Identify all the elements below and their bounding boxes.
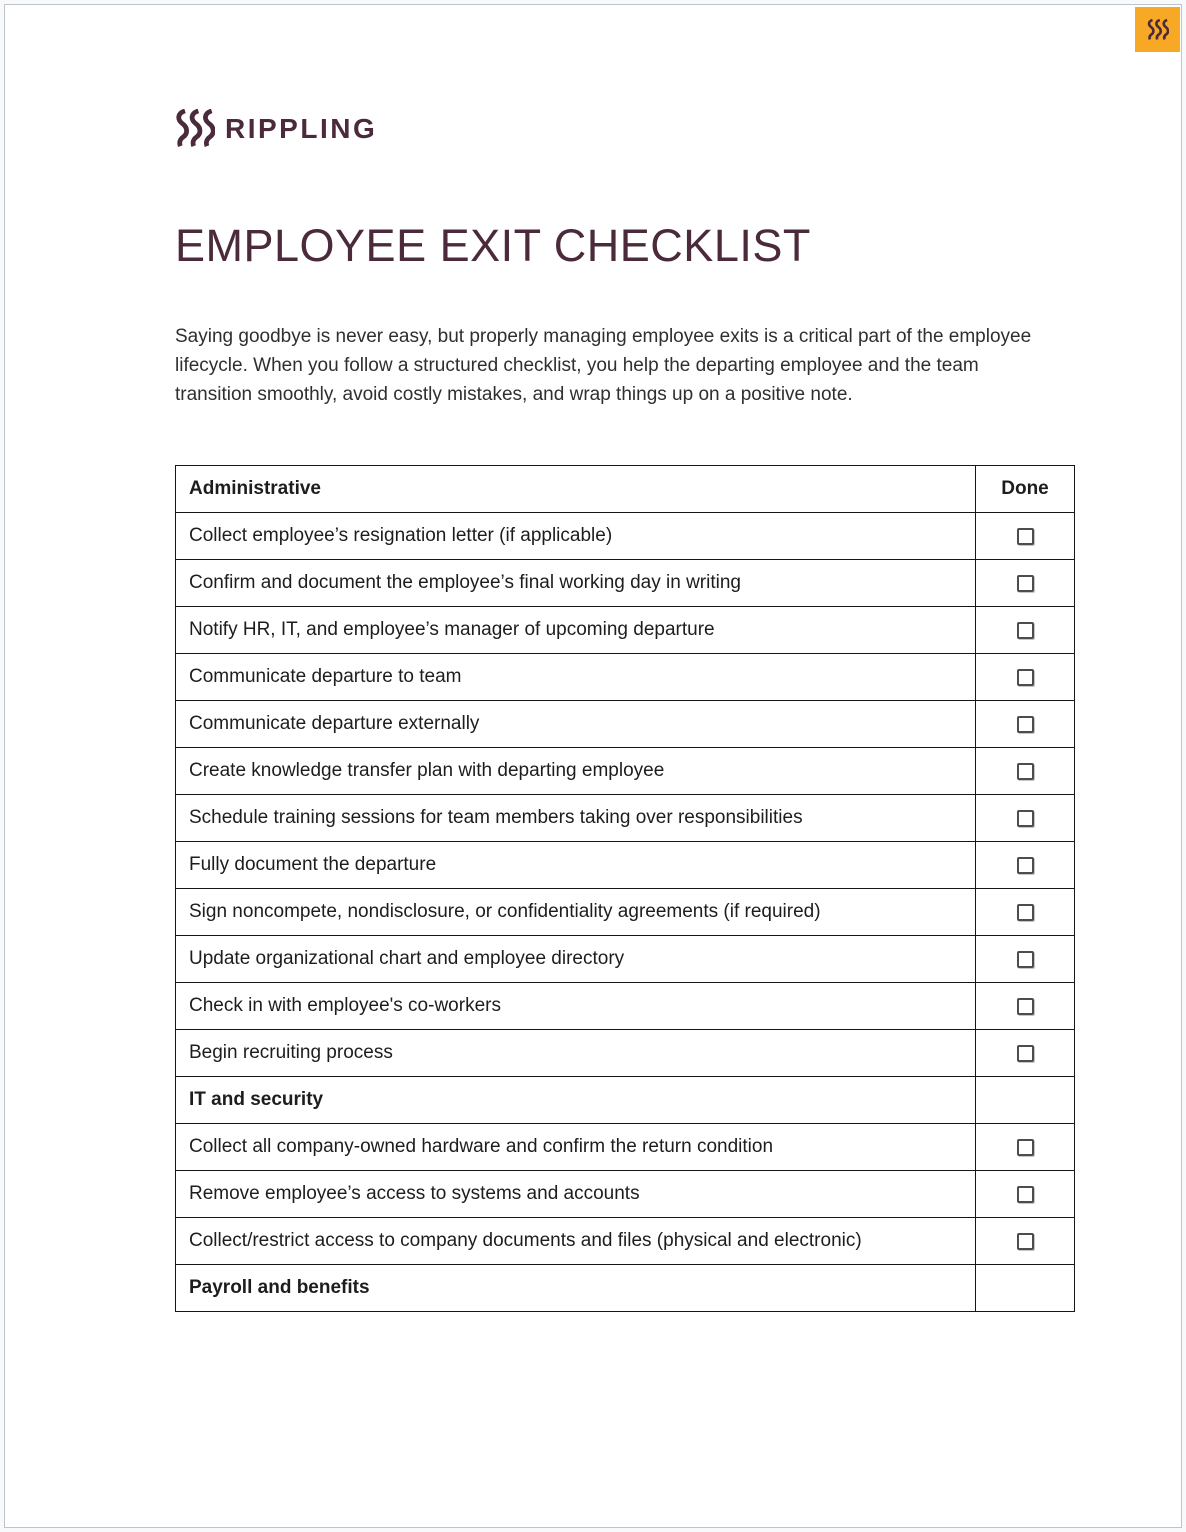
table-row bbox=[176, 654, 1075, 701]
rippling-wordmark: RIPPLING bbox=[225, 113, 378, 144]
task-checkbox[interactable] bbox=[1017, 1233, 1034, 1250]
done-cell bbox=[976, 748, 1075, 795]
page-title: EMPLOYEE EXIT CHECKLIST bbox=[175, 220, 811, 271]
task-label: Create knowledge transfer plan with departing employee bbox=[176, 748, 976, 795]
task-label: Check in with employee's co-workers bbox=[176, 983, 976, 1030]
task-checkbox[interactable] bbox=[1017, 622, 1034, 639]
table-row bbox=[176, 607, 1075, 654]
task-label: Collect/restrict access to company documents and files (physical and electronic) bbox=[176, 1218, 976, 1265]
done-cell bbox=[976, 795, 1075, 842]
task-label: Communicate departure externally bbox=[176, 701, 976, 748]
table-row bbox=[176, 1124, 1075, 1171]
done-cell bbox=[976, 983, 1075, 1030]
task-checkbox[interactable] bbox=[1017, 857, 1034, 874]
table-row bbox=[176, 560, 1075, 607]
table-row bbox=[176, 936, 1075, 983]
table-row bbox=[176, 1030, 1075, 1077]
done-cell bbox=[976, 1171, 1075, 1218]
section-title: Administrative bbox=[176, 466, 976, 513]
done-cell bbox=[976, 889, 1075, 936]
section-header-row bbox=[176, 466, 1075, 513]
done-column-header: Done bbox=[976, 466, 1075, 513]
task-label: Begin recruiting process bbox=[176, 1030, 976, 1077]
done-cell bbox=[976, 842, 1075, 889]
done-cell bbox=[976, 1218, 1075, 1265]
table-row bbox=[176, 1171, 1075, 1218]
table-row bbox=[176, 795, 1075, 842]
done-cell bbox=[976, 513, 1075, 560]
checklist-table bbox=[175, 465, 1075, 1312]
done-cell bbox=[976, 936, 1075, 983]
done-cell-empty bbox=[976, 1265, 1075, 1312]
rippling-logo bbox=[175, 109, 1076, 149]
corner-brand-badge bbox=[1135, 7, 1180, 52]
task-checkbox[interactable] bbox=[1017, 575, 1034, 592]
section-title: Payroll and benefits bbox=[176, 1265, 976, 1312]
table-row bbox=[176, 748, 1075, 795]
section-title: IT and security bbox=[176, 1077, 976, 1124]
done-cell bbox=[976, 1030, 1075, 1077]
task-label: Sign noncompete, nondisclosure, or confidentiality agreements (if required) bbox=[176, 889, 976, 936]
section-header-row bbox=[176, 1077, 1075, 1124]
checklist-table-body bbox=[176, 466, 1075, 1312]
document-page bbox=[4, 4, 1182, 1528]
rippling-wave-icon bbox=[1147, 19, 1169, 41]
done-cell bbox=[976, 1124, 1075, 1171]
task-checkbox[interactable] bbox=[1017, 528, 1034, 545]
intro-paragraph: Saying goodbye is never easy, but properly managing employee exits is a critical part of the employee lifecycle. When you follow a structured checklist, you help the departing employee and the team transition smoothly, avoid costly mistakes, and wrap things up on a positive note. bbox=[175, 326, 1032, 405]
table-row bbox=[176, 1218, 1075, 1265]
done-cell bbox=[976, 654, 1075, 701]
task-label: Notify HR, IT, and employee’s manager of upcoming departure bbox=[176, 607, 976, 654]
table-row bbox=[176, 889, 1075, 936]
task-label: Fully document the departure bbox=[176, 842, 976, 889]
table-row bbox=[176, 701, 1075, 748]
task-checkbox[interactable] bbox=[1017, 1045, 1034, 1062]
task-checkbox[interactable] bbox=[1017, 1186, 1034, 1203]
task-checkbox[interactable] bbox=[1017, 951, 1034, 968]
task-checkbox[interactable] bbox=[1017, 716, 1034, 733]
task-checkbox[interactable] bbox=[1017, 1139, 1034, 1156]
task-label: Collect all company-owned hardware and confirm the return condition bbox=[176, 1124, 976, 1171]
task-label: Confirm and document the employee’s final working day in writing bbox=[176, 560, 976, 607]
task-checkbox[interactable] bbox=[1017, 810, 1034, 827]
done-cell bbox=[976, 607, 1075, 654]
task-checkbox[interactable] bbox=[1017, 669, 1034, 686]
table-row bbox=[176, 513, 1075, 560]
done-cell-empty bbox=[976, 1077, 1075, 1124]
done-cell bbox=[976, 560, 1075, 607]
task-checkbox[interactable] bbox=[1017, 998, 1034, 1015]
task-label: Collect employee’s resignation letter (if applicable) bbox=[176, 513, 976, 560]
task-label: Update organizational chart and employee directory bbox=[176, 936, 976, 983]
table-row bbox=[176, 842, 1075, 889]
rippling-wave-icon bbox=[175, 109, 215, 149]
section-header-row bbox=[176, 1265, 1075, 1312]
done-cell bbox=[976, 701, 1075, 748]
task-checkbox[interactable] bbox=[1017, 904, 1034, 921]
task-label: Communicate departure to team bbox=[176, 654, 976, 701]
task-label: Schedule training sessions for team members taking over responsibilities bbox=[176, 795, 976, 842]
task-label: Remove employee’s access to systems and accounts bbox=[176, 1171, 976, 1218]
table-row bbox=[176, 983, 1075, 1030]
task-checkbox[interactable] bbox=[1017, 763, 1034, 780]
